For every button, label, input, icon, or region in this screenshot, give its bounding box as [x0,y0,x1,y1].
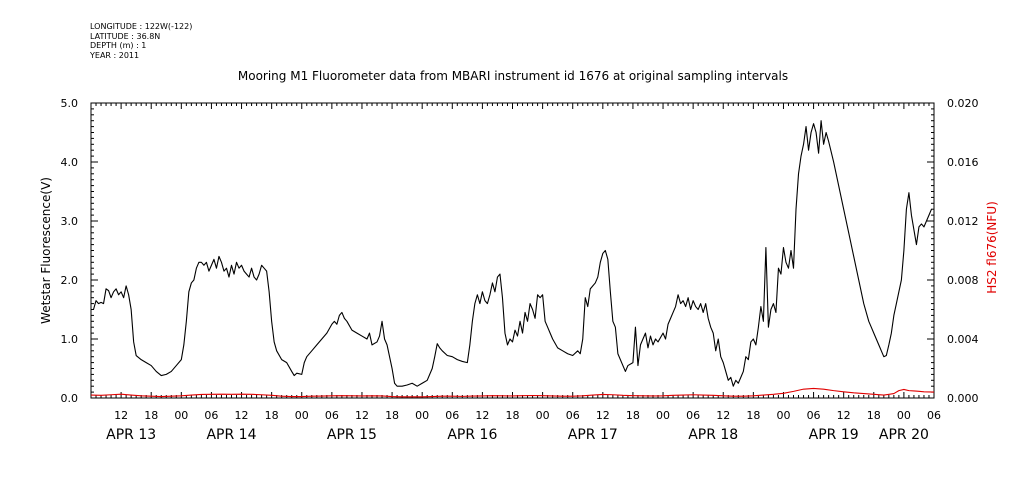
x-hour-tick-label: 06 [686,409,701,422]
x-day-tick-label: APR 18 [688,427,739,443]
x-day-tick-label: APR 15 [326,427,377,443]
y-left-tick-label: 0.0 [60,392,78,405]
x-hour-tick-label: 00 [174,409,189,422]
y-right-tick-label: 0.008 [947,274,979,287]
x-hour-tick-label: 12 [475,409,490,422]
x-hour-tick-label: 12 [354,409,369,422]
x-hour-tick-label: 18 [264,409,279,422]
x-day-tick-label: APR 17 [567,427,618,443]
x-hour-tick-label: 06 [806,409,821,422]
x-hour-tick-label: 00 [294,409,309,422]
latitude-text: LATITUDE : 36.8N [90,31,161,41]
x-day-tick-label: APR 20 [878,427,929,443]
x-hour-tick-label: 18 [866,409,881,422]
x-hour-tick-label: 00 [656,409,671,422]
wetstar-fluorescence-line [91,121,931,387]
x-hour-tick-label: 18 [144,409,159,422]
y-right-tick-label: 0.020 [947,97,979,110]
x-hour-tick-label: 18 [625,409,640,422]
x-hour-tick-label: 18 [385,409,400,422]
x-day-tick-label: APR 14 [206,427,257,443]
axis-ticks [91,103,934,398]
x-hour-tick-label: 12 [595,409,610,422]
year-text: YEAR : 2011 [90,50,140,60]
depth-text: DEPTH (m) : 1 [90,41,147,51]
y-left-tick-label: 2.0 [60,274,78,287]
y-left-tick-label: 3.0 [60,215,78,228]
y-left-tick-label: 1.0 [60,333,78,346]
x-hour-tick-label: 12 [234,409,249,422]
y-left-tick-label: 5.0 [60,97,78,110]
x-hour-tick-label: 00 [776,409,791,422]
y-right-tick-label: 0.012 [947,215,979,228]
x-day-tick-label: APR 16 [447,427,498,443]
y-axis-right-label: HS2 fl676(NFU) [985,201,999,294]
x-hour-tick-label: 06 [324,409,339,422]
x-day-tick-label: APR 19 [808,427,859,443]
x-hour-tick-label: 06 [445,409,460,422]
x-hour-tick-label: 00 [535,409,550,422]
data-series [91,121,934,397]
x-hour-tick-label: 06 [927,409,941,422]
plot-frame [91,103,934,398]
longitude-text: LONGITUDE : 122W(-122) [90,22,193,31]
chart-title: Mooring M1 Fluorometer data from MBARI instrument id 1676 at original sampling intervals [237,69,789,83]
x-hour-tick-label: 12 [716,409,731,422]
x-hour-tick-label: 00 [415,409,430,422]
y-right-tick-label: 0.004 [947,333,979,346]
y-right-tick-label: 0.000 [947,392,979,405]
x-hour-tick-label: 06 [204,409,219,422]
x-day-tick-label: APR 13 [106,427,157,443]
x-hour-tick-label: 00 [896,409,911,422]
y-left-tick-label: 4.0 [60,156,78,169]
x-hour-tick-label: 06 [565,409,580,422]
x-hour-tick-label: 18 [746,409,761,422]
y-right-tick-label: 0.016 [947,156,979,169]
x-hour-tick-label: 18 [505,409,520,422]
y-axis-left-label: Wetstar Fluorescence(V) [39,177,53,324]
x-hour-tick-label: 12 [114,409,129,422]
x-hour-tick-label: 12 [836,409,851,422]
